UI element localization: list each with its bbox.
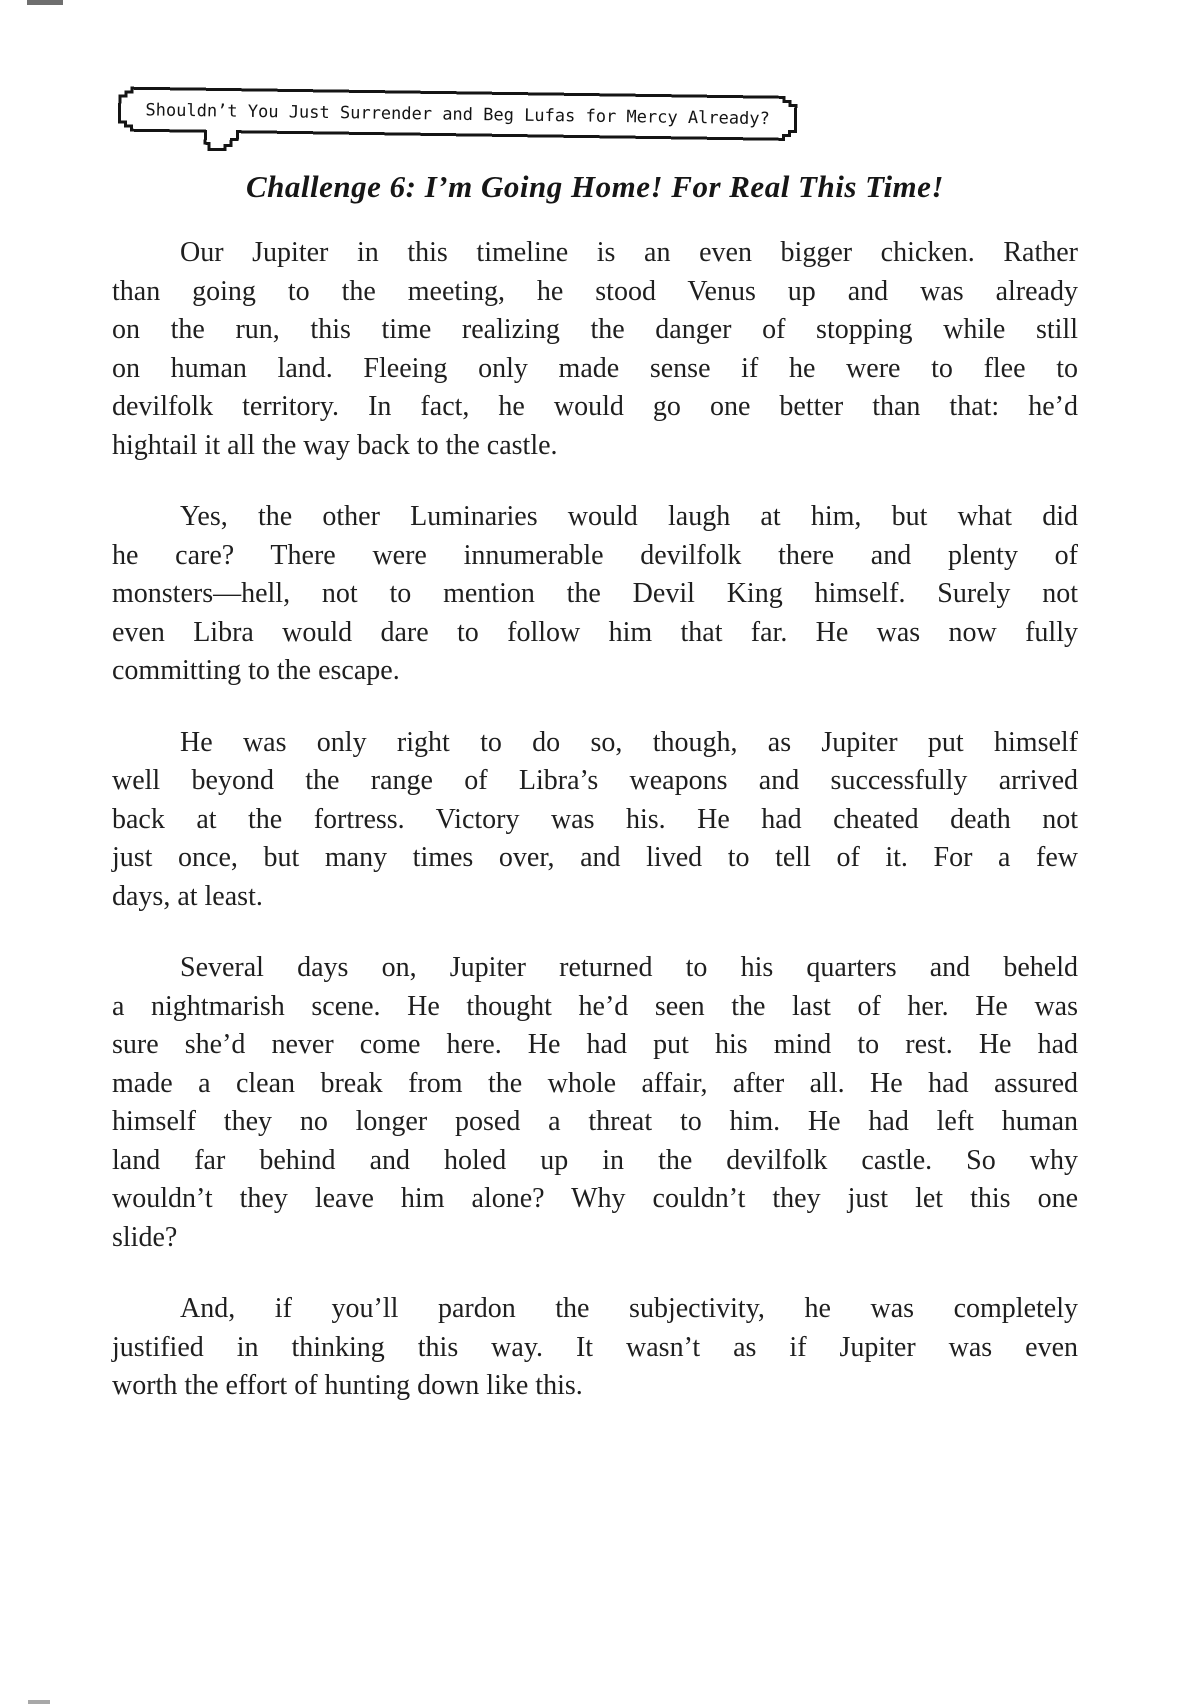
paragraph [112, 724, 1078, 917]
scan-artifact-top-left [27, 0, 63, 5]
paragraph [112, 234, 1078, 465]
chapter-title: Challenge 6: I’m Going Home! For Real This Time! [246, 169, 944, 204]
body-text [112, 234, 1078, 1439]
text-line: made a clean break from the whole affair, after all. He had assured [112, 1067, 1078, 1099]
text-line: justified in thinking this way. It wasn’t as if Jupiter was even [112, 1331, 1078, 1363]
pixel-bubble-icon [115, 86, 800, 164]
text-line: monsters—hell, not to mention the Devil King himself. Surely not [112, 578, 1078, 609]
text-line: just once, but many times over, and lived to tell of it. For a few [112, 842, 1078, 873]
text-line: than going to the meeting, he stood Venus up and was already [112, 275, 1078, 307]
text-line: on the run, this time realizing the danger of stopping while still [112, 314, 1078, 345]
text-line: wouldn’t they leave him alone? Why couldn’t they just let this one [112, 1183, 1078, 1214]
text-line: sure she’d never come here. He had put his mind to rest. He had [112, 1029, 1078, 1060]
text-line: himself they no longer posed a threat to him. He had left human [112, 1106, 1078, 1137]
paragraph [112, 1290, 1078, 1406]
text-line: even Libra would dare to follow him that far. He was now fully [112, 616, 1078, 648]
text-line: devilfolk territory. In fact, he would go one better than that: he’d [112, 391, 1078, 422]
text-line: well beyond the range of Libra’s weapons and successfully arrived [112, 765, 1078, 796]
text-line: Our Jupiter in this timeline is an even bigger chicken. Rather [180, 237, 1078, 268]
text-line: Yes, the other Luminaries would laugh at him, but what did [180, 501, 1078, 532]
text-line: on human land. Fleeing only made sense if he were to flee to [112, 352, 1078, 384]
text-line: land far behind and holed up in the devilfolk castle. So why [112, 1144, 1078, 1176]
header-speech-bubble [115, 86, 800, 164]
text-line: Several days on, Jupiter returned to his quarters and beheld [180, 952, 1078, 983]
text-line: days, at least. [112, 880, 263, 912]
bubble-text: Shouldn’t You Just Surrender and Beg Lufas for Mercy Already? [145, 100, 770, 130]
text-line: And, if you’ll pardon the subjectivity, he was completely [180, 1293, 1078, 1324]
text-line: committing to the escape. [112, 655, 400, 686]
scan-artifact-bottom-left [28, 1700, 50, 1704]
text-line: a nightmarish scene. He thought he’d seen the last of her. He was [112, 990, 1078, 1022]
text-line: back at the fortress. Victory was his. He had cheated death not [112, 803, 1078, 835]
paragraph [112, 498, 1078, 691]
text-line: slide? [112, 1221, 178, 1253]
text-line: hightail it all the way back to the castle. [112, 429, 558, 461]
text-line: worth the effort of hunting down like this. [112, 1370, 583, 1401]
text-line: he care? There were innumerable devilfolk there and plenty of [112, 539, 1078, 571]
text-line: He was only right to do so, though, as Jupiter put himself [180, 726, 1078, 758]
paragraph [112, 949, 1078, 1257]
